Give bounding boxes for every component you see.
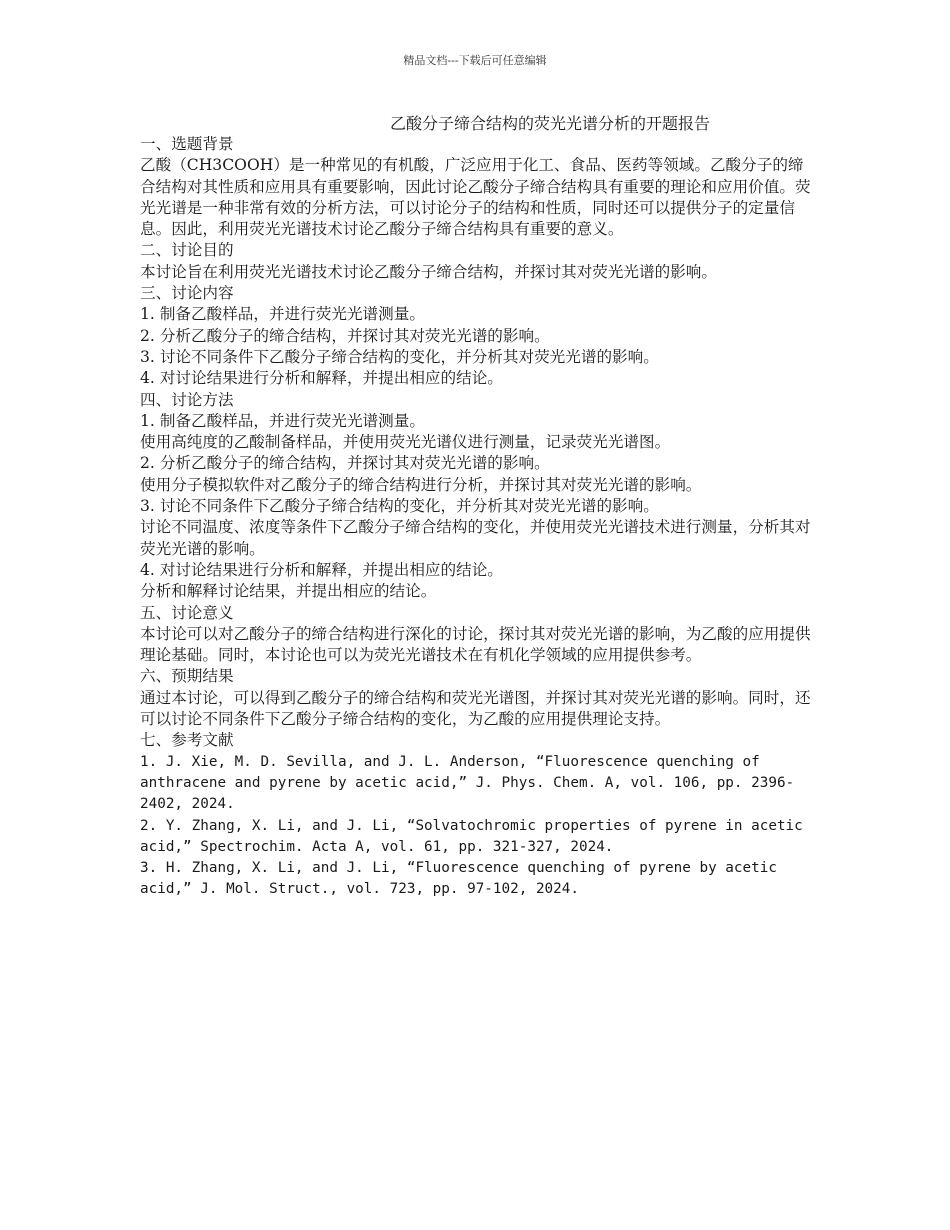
- document-body: [140, 134, 812, 901]
- section-heading-methods: 四、讨论方法: [140, 390, 234, 409]
- expected-paragraph: 通过本讨论，可以得到乙酸分子的缔合结构和荧光光谱图，并探讨其对荧光光谱的影响。同时，还可以讨论不同条件下乙酸分子缔合结构的变化，为乙酸的应用提供理论支持。: [140, 688, 811, 729]
- method-detail: 分析和解释讨论结果，并提出相应的结论。: [140, 582, 437, 601]
- reference-item: 3. H. Zhang, X. Li, and J. Li, “Fluorescence quenching of pyrene by acetic acid,” J. Mol. Struct., vol. 723, pp. 97-102, 2024.: [140, 860, 777, 898]
- content-item: 2. 分析乙酸分子的缔合结构，并探讨其对荧光光谱的影响。: [140, 326, 550, 345]
- reference-item: 2. Y. Zhang, X. Li, and J. Li, “Solvatochromic properties of pyrene in acetic acid,” Spectrochim. Acta A, vol. 61, pp. 321-327, 2024.: [140, 817, 803, 855]
- section-heading-expected: 六、预期结果: [140, 667, 234, 686]
- content-item: 1. 制备乙酸样品，并进行荧光光谱测量。: [140, 305, 425, 324]
- section-heading-content: 三、讨论内容: [140, 284, 234, 303]
- method-detail: 讨论不同温度、浓度等条件下乙酸分子缔合结构的变化，并使用荧光光谱技术进行测量，分析其对荧光光谱的影响。: [140, 518, 811, 558]
- method-detail: 使用分子模拟软件对乙酸分子的缔合结构进行分析，并探讨其对荧光光谱的影响。: [140, 475, 702, 494]
- significance-paragraph: 本讨论可以对乙酸分子的缔合结构进行深化的讨论，探讨其对荧光光谱的影响，为乙酸的应用提供理论基础。同时，本讨论也可以为荧光光谱技术在有机化学领域的应用提供参考。: [140, 624, 811, 665]
- section-heading-significance: 五、讨论意义: [140, 603, 234, 622]
- content-item: 4. 对讨论结果进行分析和解释，并提出相应的结论。: [140, 369, 503, 388]
- content-item: 3. 讨论不同条件下乙酸分子缔合结构的变化，并分析其对荧光光谱的影响。: [140, 347, 659, 366]
- purpose-paragraph: 本讨论旨在利用荧光光谱技术讨论乙酸分子缔合结构，并探讨其对荧光光谱的影响。: [140, 262, 717, 281]
- method-step: 4. 对讨论结果进行分析和解释，并提出相应的结论。: [140, 560, 503, 579]
- document-title: 乙酸分子缔合结构的荧光光谱分析的开题报告: [389, 114, 710, 133]
- method-step: 1. 制备乙酸样品，并进行荧光光谱测量。: [140, 411, 425, 430]
- section-heading-purpose: 二、讨论目的: [140, 241, 234, 260]
- method-step: 2. 分析乙酸分子的缔合结构，并探讨其对荧光光谱的影响。: [140, 454, 550, 473]
- background-paragraph: 乙酸（CH3COOH）是一种常见的有机酸，广泛应用于化工、食品、医药等领域。乙酸分子的缔合结构对其性质和应用具有重要影响，因此讨论乙酸分子缔合结构具有重要的理论和应用价值。荧光光谱是一种非常有效的分析方法，可以讨论分子的结构和性质，同时还可以提供分子的定量信息。因此，利用荧光光谱技术讨论乙酸分子缔合结构具有重要的意义。: [140, 156, 811, 239]
- section-heading-references: 七、参考文献: [140, 731, 234, 750]
- header-note: 精品文档---下载后可任意编辑: [403, 54, 547, 67]
- reference-item: 1. J. Xie, M. D. Sevilla, and J. L. Anderson, “Fluorescence quenching of anthracene and pyrene by acetic acid,” J. Phys. Chem. A, vol. 106, pp. 2396-2402, 2024.: [140, 753, 795, 813]
- section-heading-background: 一、选题背景: [140, 135, 234, 153]
- method-detail: 使用高纯度的乙酸制备样品，并使用荧光光谱仪进行测量，记录荧光光谱图。: [140, 433, 671, 452]
- method-step: 3. 讨论不同条件下乙酸分子缔合结构的变化，并分析其对荧光光谱的影响。: [140, 497, 659, 516]
